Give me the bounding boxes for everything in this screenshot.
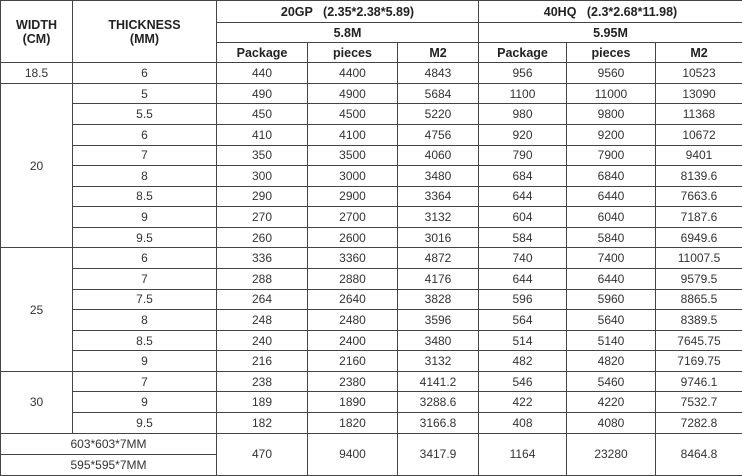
value-cell: 7645.75 bbox=[656, 330, 742, 351]
value-cell: 3288.6 bbox=[398, 392, 479, 413]
value-cell: 11000 bbox=[567, 83, 656, 104]
value-cell: 7663.6 bbox=[656, 186, 742, 207]
value-cell: 2160 bbox=[308, 351, 398, 372]
value-cell: 6949.6 bbox=[656, 227, 742, 248]
value-cell: 23280 bbox=[567, 433, 656, 475]
table-row bbox=[1, 166, 742, 187]
table-row bbox=[1, 413, 742, 434]
column-header: pieces bbox=[567, 43, 656, 63]
value-cell: 8389.5 bbox=[656, 310, 742, 331]
table-row bbox=[1, 145, 742, 166]
value-cell: 189 bbox=[217, 392, 308, 413]
value-cell: 240 bbox=[217, 330, 308, 351]
value-cell: 5684 bbox=[398, 83, 479, 104]
column-header: pieces bbox=[308, 43, 398, 63]
value-cell: 546 bbox=[479, 371, 567, 392]
value-cell: 4176 bbox=[398, 269, 479, 290]
value-cell: 564 bbox=[479, 310, 567, 331]
thickness-cell: 9 bbox=[73, 392, 217, 413]
value-cell: 3500 bbox=[308, 145, 398, 166]
header-20gp-length: 5.8M bbox=[217, 23, 479, 43]
table-row bbox=[1, 186, 742, 207]
table-row bbox=[1, 269, 742, 290]
value-cell: 7169.75 bbox=[656, 351, 742, 372]
tile-size-label: 595*595*7MM bbox=[1, 454, 217, 475]
value-cell: 4060 bbox=[398, 145, 479, 166]
value-cell: 5460 bbox=[567, 371, 656, 392]
table-row bbox=[1, 433, 742, 454]
thickness-cell: 6 bbox=[73, 63, 217, 84]
column-header: M2 bbox=[656, 43, 742, 63]
thickness-cell: 7 bbox=[73, 269, 217, 290]
value-cell: 1890 bbox=[308, 392, 398, 413]
table-row bbox=[1, 63, 742, 84]
value-cell: 11368 bbox=[656, 104, 742, 125]
value-cell: 604 bbox=[479, 207, 567, 228]
header-40hq: 40HQ (2.3*2.68*11.98) bbox=[479, 1, 742, 23]
table-row bbox=[1, 371, 742, 392]
value-cell: 482 bbox=[479, 351, 567, 372]
value-cell: 2700 bbox=[308, 207, 398, 228]
value-cell: 4843 bbox=[398, 63, 479, 84]
value-cell: 4100 bbox=[308, 124, 398, 145]
value-cell: 5960 bbox=[567, 289, 656, 310]
header-width: WIDTH (CM) bbox=[1, 1, 73, 63]
value-cell: 264 bbox=[217, 289, 308, 310]
value-cell: 8865.5 bbox=[656, 289, 742, 310]
header-thickness: THICKNESS (MM) bbox=[73, 1, 217, 63]
table-row bbox=[1, 310, 742, 331]
value-cell: 10672 bbox=[656, 124, 742, 145]
value-cell: 300 bbox=[217, 166, 308, 187]
header-20gp: 20GP (2.35*2.38*5.89) bbox=[217, 1, 479, 23]
value-cell: 584 bbox=[479, 227, 567, 248]
value-cell: 3828 bbox=[398, 289, 479, 310]
value-cell: 8139.6 bbox=[656, 166, 742, 187]
width-cell: 25 bbox=[1, 248, 73, 371]
tile-size-label: 603*603*7MM bbox=[1, 433, 217, 454]
value-cell: 8464.8 bbox=[656, 433, 742, 475]
value-cell: 790 bbox=[479, 145, 567, 166]
value-cell: 9401 bbox=[656, 145, 742, 166]
value-cell: 1164 bbox=[479, 433, 567, 475]
value-cell: 336 bbox=[217, 248, 308, 269]
value-cell: 956 bbox=[479, 63, 567, 84]
table-row bbox=[1, 207, 742, 228]
column-header: M2 bbox=[398, 43, 479, 63]
value-cell: 450 bbox=[217, 104, 308, 125]
value-cell: 490 bbox=[217, 83, 308, 104]
value-cell: 1820 bbox=[308, 413, 398, 434]
value-cell: 288 bbox=[217, 269, 308, 290]
value-cell: 5140 bbox=[567, 330, 656, 351]
value-cell: 216 bbox=[217, 351, 308, 372]
thickness-cell: 7.5 bbox=[73, 289, 217, 310]
value-cell: 644 bbox=[479, 186, 567, 207]
width-cell: 20 bbox=[1, 83, 73, 248]
header-40hq-length: 5.95M bbox=[479, 23, 742, 43]
value-cell: 2640 bbox=[308, 289, 398, 310]
table-row bbox=[1, 124, 742, 145]
value-cell: 9400 bbox=[308, 433, 398, 475]
thickness-cell: 9.5 bbox=[73, 227, 217, 248]
value-cell: 2480 bbox=[308, 310, 398, 331]
value-cell: 5840 bbox=[567, 227, 656, 248]
value-cell: 684 bbox=[479, 166, 567, 187]
table-row bbox=[1, 289, 742, 310]
value-cell: 4872 bbox=[398, 248, 479, 269]
value-cell: 3166.8 bbox=[398, 413, 479, 434]
value-cell: 644 bbox=[479, 269, 567, 290]
value-cell: 2880 bbox=[308, 269, 398, 290]
thickness-cell: 7 bbox=[73, 145, 217, 166]
value-cell: 182 bbox=[217, 413, 308, 434]
table-row bbox=[1, 104, 742, 125]
value-cell: 260 bbox=[217, 227, 308, 248]
value-cell: 7900 bbox=[567, 145, 656, 166]
value-cell: 3364 bbox=[398, 186, 479, 207]
value-cell: 408 bbox=[479, 413, 567, 434]
value-cell: 470 bbox=[217, 433, 308, 475]
thickness-cell: 9.5 bbox=[73, 413, 217, 434]
thickness-cell: 9 bbox=[73, 207, 217, 228]
value-cell: 740 bbox=[479, 248, 567, 269]
value-cell: 410 bbox=[217, 124, 308, 145]
value-cell: 5640 bbox=[567, 310, 656, 331]
value-cell: 7532.7 bbox=[656, 392, 742, 413]
value-cell: 2900 bbox=[308, 186, 398, 207]
column-header: Package bbox=[217, 43, 308, 63]
value-cell: 3480 bbox=[398, 330, 479, 351]
value-cell: 3360 bbox=[308, 248, 398, 269]
thickness-cell: 8 bbox=[73, 310, 217, 331]
thickness-cell: 6 bbox=[73, 248, 217, 269]
thickness-cell: 8.5 bbox=[73, 186, 217, 207]
value-cell: 3417.9 bbox=[398, 433, 479, 475]
value-cell: 350 bbox=[217, 145, 308, 166]
width-cell: 18.5 bbox=[1, 63, 73, 84]
value-cell: 238 bbox=[217, 371, 308, 392]
column-header: Package bbox=[479, 43, 567, 63]
value-cell: 7187.6 bbox=[656, 207, 742, 228]
value-cell: 4220 bbox=[567, 392, 656, 413]
value-cell: 422 bbox=[479, 392, 567, 413]
value-cell: 3480 bbox=[398, 166, 479, 187]
thickness-cell: 6 bbox=[73, 124, 217, 145]
thickness-cell: 5.5 bbox=[73, 104, 217, 125]
table-row bbox=[1, 392, 742, 413]
value-cell: 5220 bbox=[398, 104, 479, 125]
value-cell: 440 bbox=[217, 63, 308, 84]
value-cell: 7400 bbox=[567, 248, 656, 269]
value-cell: 248 bbox=[217, 310, 308, 331]
value-cell: 10523 bbox=[656, 63, 742, 84]
value-cell: 4141.2 bbox=[398, 371, 479, 392]
value-cell: 2600 bbox=[308, 227, 398, 248]
thickness-cell: 8 bbox=[73, 166, 217, 187]
value-cell: 2380 bbox=[308, 371, 398, 392]
value-cell: 3596 bbox=[398, 310, 479, 331]
value-cell: 290 bbox=[217, 186, 308, 207]
value-cell: 2400 bbox=[308, 330, 398, 351]
value-cell: 6840 bbox=[567, 166, 656, 187]
value-cell: 3016 bbox=[398, 227, 479, 248]
value-cell: 4400 bbox=[308, 63, 398, 84]
value-cell: 9800 bbox=[567, 104, 656, 125]
table-row bbox=[1, 227, 742, 248]
width-cell: 30 bbox=[1, 371, 73, 433]
value-cell: 3132 bbox=[398, 351, 479, 372]
thickness-cell: 9 bbox=[73, 351, 217, 372]
value-cell: 6440 bbox=[567, 186, 656, 207]
value-cell: 6040 bbox=[567, 207, 656, 228]
value-cell: 514 bbox=[479, 330, 567, 351]
table-row bbox=[1, 248, 742, 269]
thickness-cell: 8.5 bbox=[73, 330, 217, 351]
value-cell: 3000 bbox=[308, 166, 398, 187]
thickness-cell: 5 bbox=[73, 83, 217, 104]
value-cell: 9200 bbox=[567, 124, 656, 145]
value-cell: 4756 bbox=[398, 124, 479, 145]
value-cell: 596 bbox=[479, 289, 567, 310]
value-cell: 270 bbox=[217, 207, 308, 228]
value-cell: 9560 bbox=[567, 63, 656, 84]
table-row bbox=[1, 83, 742, 104]
value-cell: 6440 bbox=[567, 269, 656, 290]
value-cell: 4500 bbox=[308, 104, 398, 125]
table-row bbox=[1, 351, 742, 372]
value-cell: 9746.1 bbox=[656, 371, 742, 392]
value-cell: 3132 bbox=[398, 207, 479, 228]
value-cell: 11007.5 bbox=[656, 248, 742, 269]
thickness-cell: 7 bbox=[73, 371, 217, 392]
value-cell: 4900 bbox=[308, 83, 398, 104]
table-row bbox=[1, 330, 742, 351]
value-cell: 1100 bbox=[479, 83, 567, 104]
value-cell: 9579.5 bbox=[656, 269, 742, 290]
value-cell: 4820 bbox=[567, 351, 656, 372]
value-cell: 980 bbox=[479, 104, 567, 125]
value-cell: 4080 bbox=[567, 413, 656, 434]
value-cell: 7282.8 bbox=[656, 413, 742, 434]
value-cell: 920 bbox=[479, 124, 567, 145]
value-cell: 13090 bbox=[656, 83, 742, 104]
